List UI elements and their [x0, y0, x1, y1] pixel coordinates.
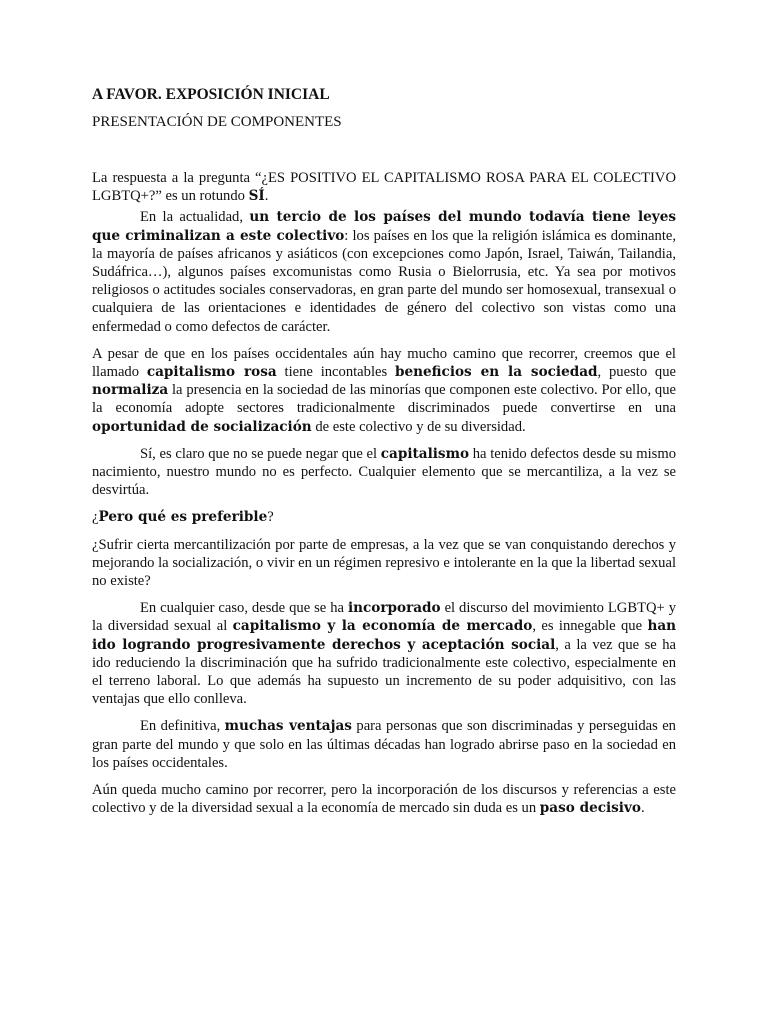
paragraph-text: .	[264, 188, 269, 205]
paragraph-current-situation	[92, 208, 676, 335]
paragraph-text: En definitiva,	[140, 718, 225, 735]
paragraph-text: la presencia en la sociedad de las minorías que componen este colectivo. Por ello, que la economía adopte sectores tradicionalmente discriminados puede convertirse en una	[92, 382, 676, 417]
paragraph-text: de este colectivo y de su diversidad.	[311, 418, 526, 435]
bold-phrase: Pero qué es preferible	[98, 509, 268, 526]
bold-phrase: un tercio de los países del mundo todavía tiene leyes que criminalizan a este colectivo	[92, 209, 676, 244]
bold-phrase: capitalismo	[380, 445, 470, 462]
bold-phrase: muchas ventajas	[224, 718, 352, 735]
paragraph-text: A pesar de que en los países occidentales aún hay mucho camino que recorrer, creemos que el llamado	[92, 345, 676, 381]
bold-phrase: beneficios en la sociedad	[394, 364, 598, 381]
paragraph-text: ¿	[92, 509, 99, 526]
paragraph-text: En cualquier caso, desde que se ha	[140, 600, 348, 617]
paragraph-pink-capitalism	[92, 345, 676, 436]
paragraph-text: ha tenido defectos desde su mismo nacimiento, nuestro mundo no es perfecto. Cualquier elemento que se mercantiliza, a la vez se desvirtúa.	[92, 445, 676, 499]
paragraph-text: .	[640, 800, 645, 817]
paragraph-text: La respuesta a la pregunta “¿ES POSITIVO EL CAPITALISMO ROSA PARA EL COLECTIVO LGBTQ+?” es un rotundo	[92, 170, 676, 205]
paragraph-text: Sí, es claro que no se puede negar que el	[140, 445, 381, 462]
paragraph-capitalism-defects	[92, 445, 676, 500]
paragraph-text: ¿Sufrir cierta mercantilización por parte de empresas, a la vez que se van conquistando derechos y mejorando la socialización, o vivir en un régimen represivo e intolerante en la que la libertad sexual no existe?	[92, 536, 676, 590]
bold-phrase: paso decisivo	[539, 800, 641, 817]
paragraph-final	[92, 781, 676, 817]
bold-phrase: capitalismo rosa	[146, 364, 277, 381]
paragraph-text: En la actualidad,	[140, 209, 250, 226]
paragraph-text: para personas que son discriminadas y perseguidas en gran parte del mundo y que solo en las últimas décadas han logrado abrirse paso en la sociedad en los países occidentales.	[92, 718, 676, 771]
bold-answer: SÍ	[248, 188, 265, 205]
bold-phrase: capitalismo y la economía de mercado	[232, 618, 533, 635]
paragraph-text: : los países en los que la religión islámica es dominante, la mayoría de países africanos y asiáticos (con excepciones como Japón, Israel, Taiwán, Tailandia, Sudáfrica…), algunos países excomunistas como Rusia o Bielorrusia, etc. Ya sea por motivos religiosos o actitudes sociales conservadoras, en gran parte del mundo ser homosexual, transexual o cualquiera de las orientaciones e identidades de género del colectivo son vistas como una enfermedad o como defectos de carácter.	[92, 227, 676, 335]
paragraph-question	[92, 169, 676, 205]
paragraph-text: tiene incontables	[276, 364, 395, 381]
paragraph-text: ?	[267, 509, 274, 526]
paragraph-conclusion	[92, 717, 676, 772]
paragraph-rhetorical-question	[92, 508, 676, 526]
bold-phrase: han ido logrando progresivamente derechos y aceptación social	[92, 618, 677, 653]
paragraph-incorporation	[92, 599, 676, 708]
bold-phrase: incorporado	[347, 600, 441, 617]
bold-phrase: normaliza	[92, 382, 169, 399]
document-subheading: PRESENTACIÓN DE COMPONENTES	[92, 114, 342, 130]
paragraph-text: Aún queda mucho camino por recorrer, pero la incorporación de los discursos y referencias a este colectivo y de la diversidad sexual a la economía de mercado sin duda es un	[92, 782, 676, 817]
paragraph-text: el discurso del movimiento LGBTQ+ y la diversidad sexual al	[92, 600, 677, 635]
document-page	[92, 84, 676, 818]
paragraph-alternatives	[92, 536, 676, 591]
paragraph-text: , a la vez que se ha ido reduciendo la discriminación que ha sufrido tradicionalmente este colectivo, especialmente en el terreno laboral. Lo que además ha supuesto un incremento de su poder adquisitivo, con las ventajas que ello conlleva.	[92, 636, 676, 708]
document-heading: A FAVOR. EXPOSICIÓN INICIAL	[92, 86, 330, 103]
bold-phrase: oportunidad de socialización	[92, 418, 312, 435]
paragraph-text: , es innegable que	[532, 618, 648, 635]
paragraph-text: , puesto que	[597, 364, 676, 381]
